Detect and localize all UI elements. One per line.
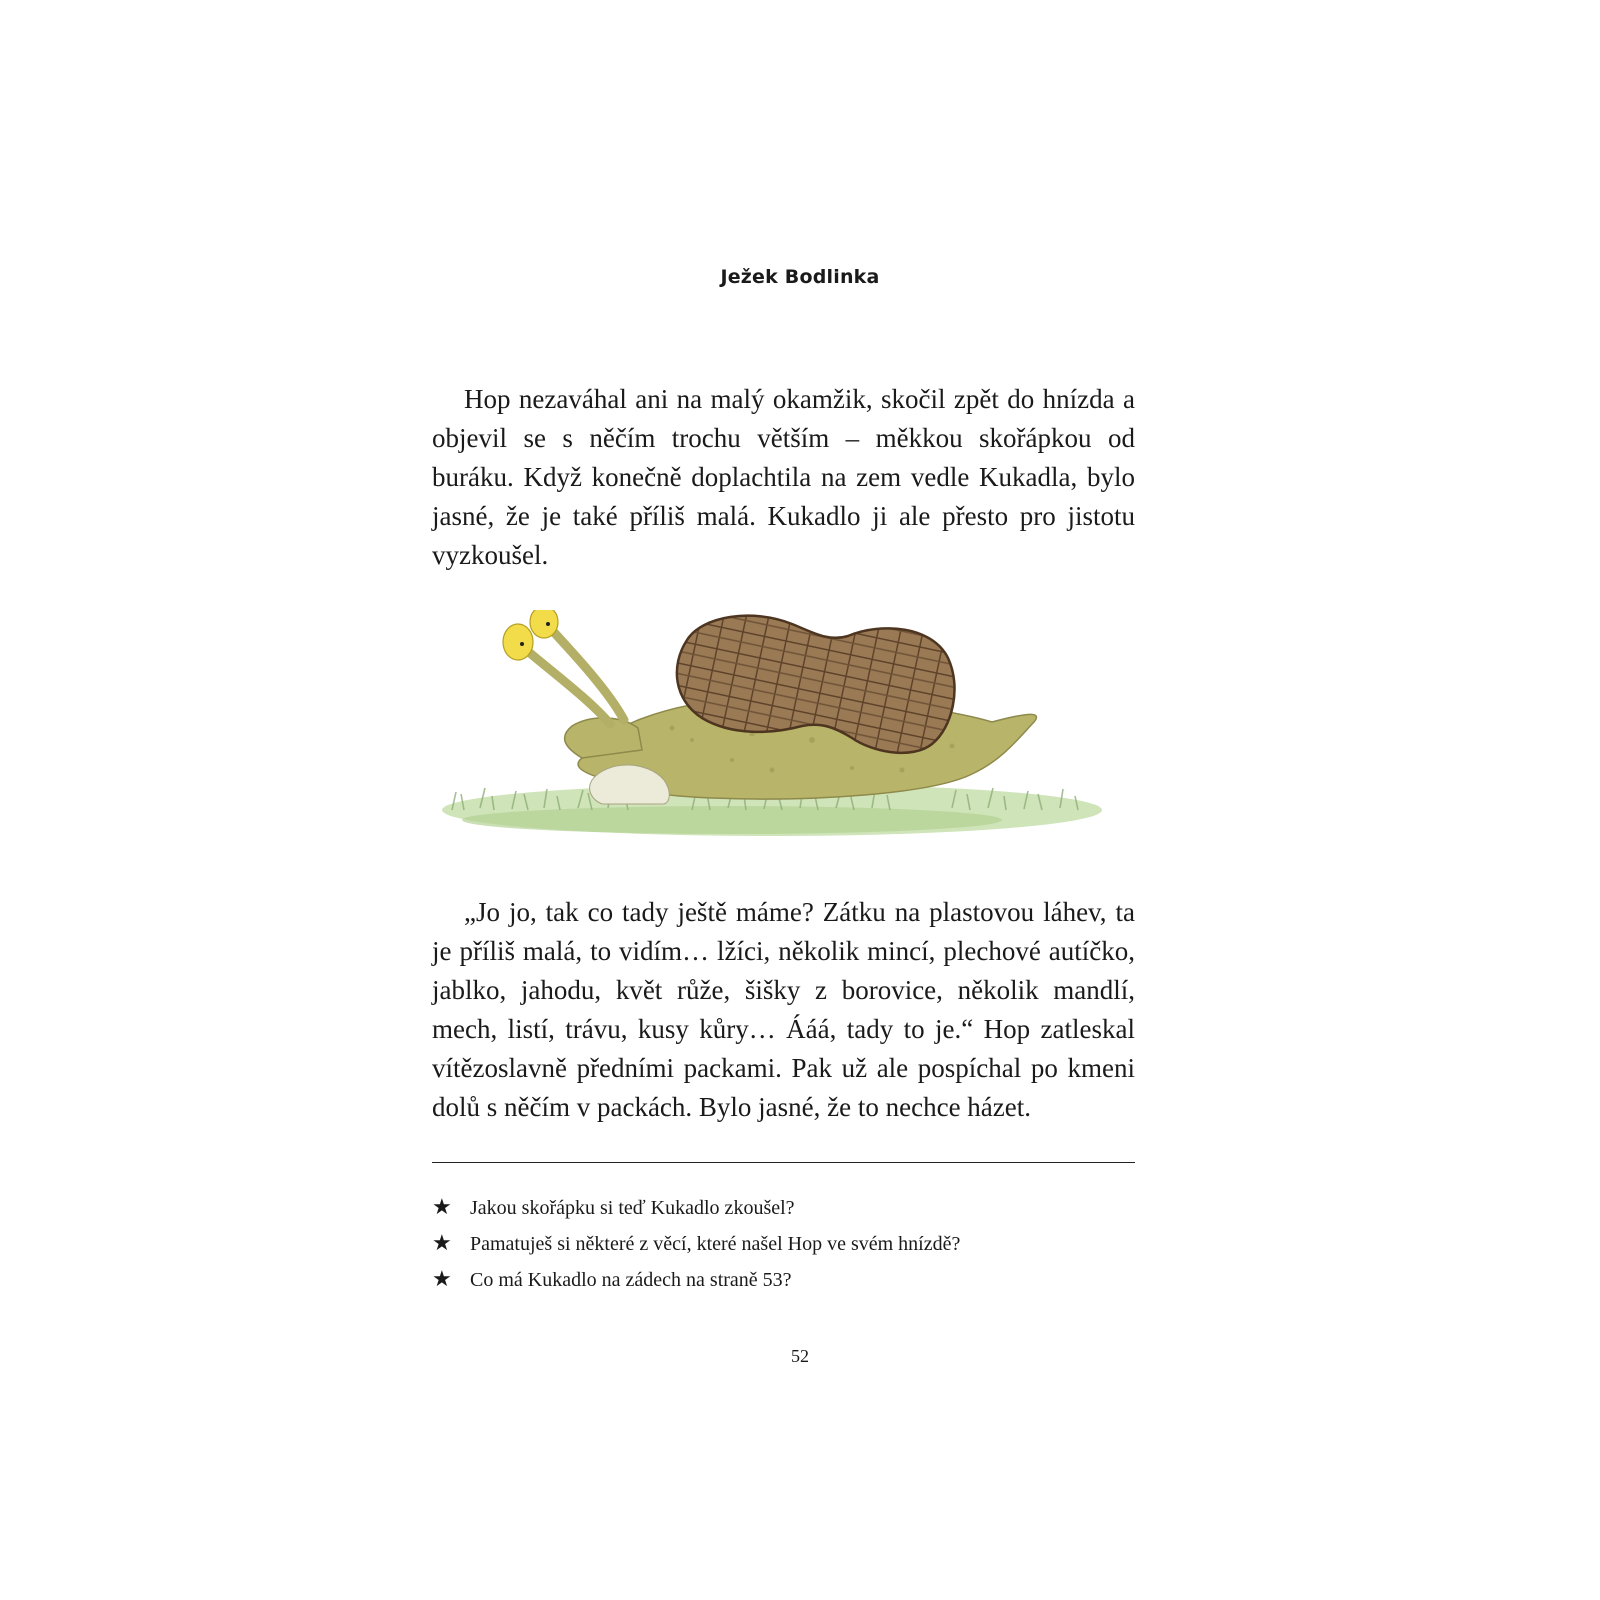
running-header: Ježek Bodlinka [720,266,880,288]
question-item [432,1262,1135,1298]
question-list [432,1190,1135,1298]
eye-stalks [503,610,624,724]
paragraph-2: „Jo jo, tak co tady ještě máme? Zátku na plastovou láhev, ta je příliš malá, to vidím… lžíci, několik mincí, plechové autíčko, jablko, jahodu, květ růže, šišky z borovice, několik mandlí, mech, listí, trávu, kusy kůry… Ááá, tady to je.“ Hop zatleskal vítězoslavně předními packami. Pak už ale pospíchal po kmeni dolů s něčím v packách. Bylo jasné, že to nechce házet. [432,897,1135,1122]
snail-illustration [432,610,1112,860]
page-number: 52 [791,1346,809,1366]
paragraph-1: Hop nezaváhal ani na malý okamžik, skočil zpět do hnízda a objevil se s něčím trochu větším – měkkou skořápkou od buráku. Když konečně doplachtila na zem vedle Kukadla, bylo jasné, že je také příliš malá. Kukadlo ji ale přesto pro jistotu vyzkoušel. [432,384,1135,570]
question-item [432,1190,1135,1226]
star-icon: ★ [432,1231,452,1256]
star-icon: ★ [432,1267,452,1292]
star-icon: ★ [432,1195,452,1220]
question-text: Pamatuješ si některé z věcí, které našel Hop ve svém hnízdě? [470,1233,961,1255]
section-divider [432,1162,1135,1163]
question-text: Co má Kukadlo na zádech na straně 53? [470,1269,792,1291]
question-item [432,1226,1135,1262]
question-text: Jakou skořápku si teď Kukadlo zkoušel? [470,1197,795,1219]
